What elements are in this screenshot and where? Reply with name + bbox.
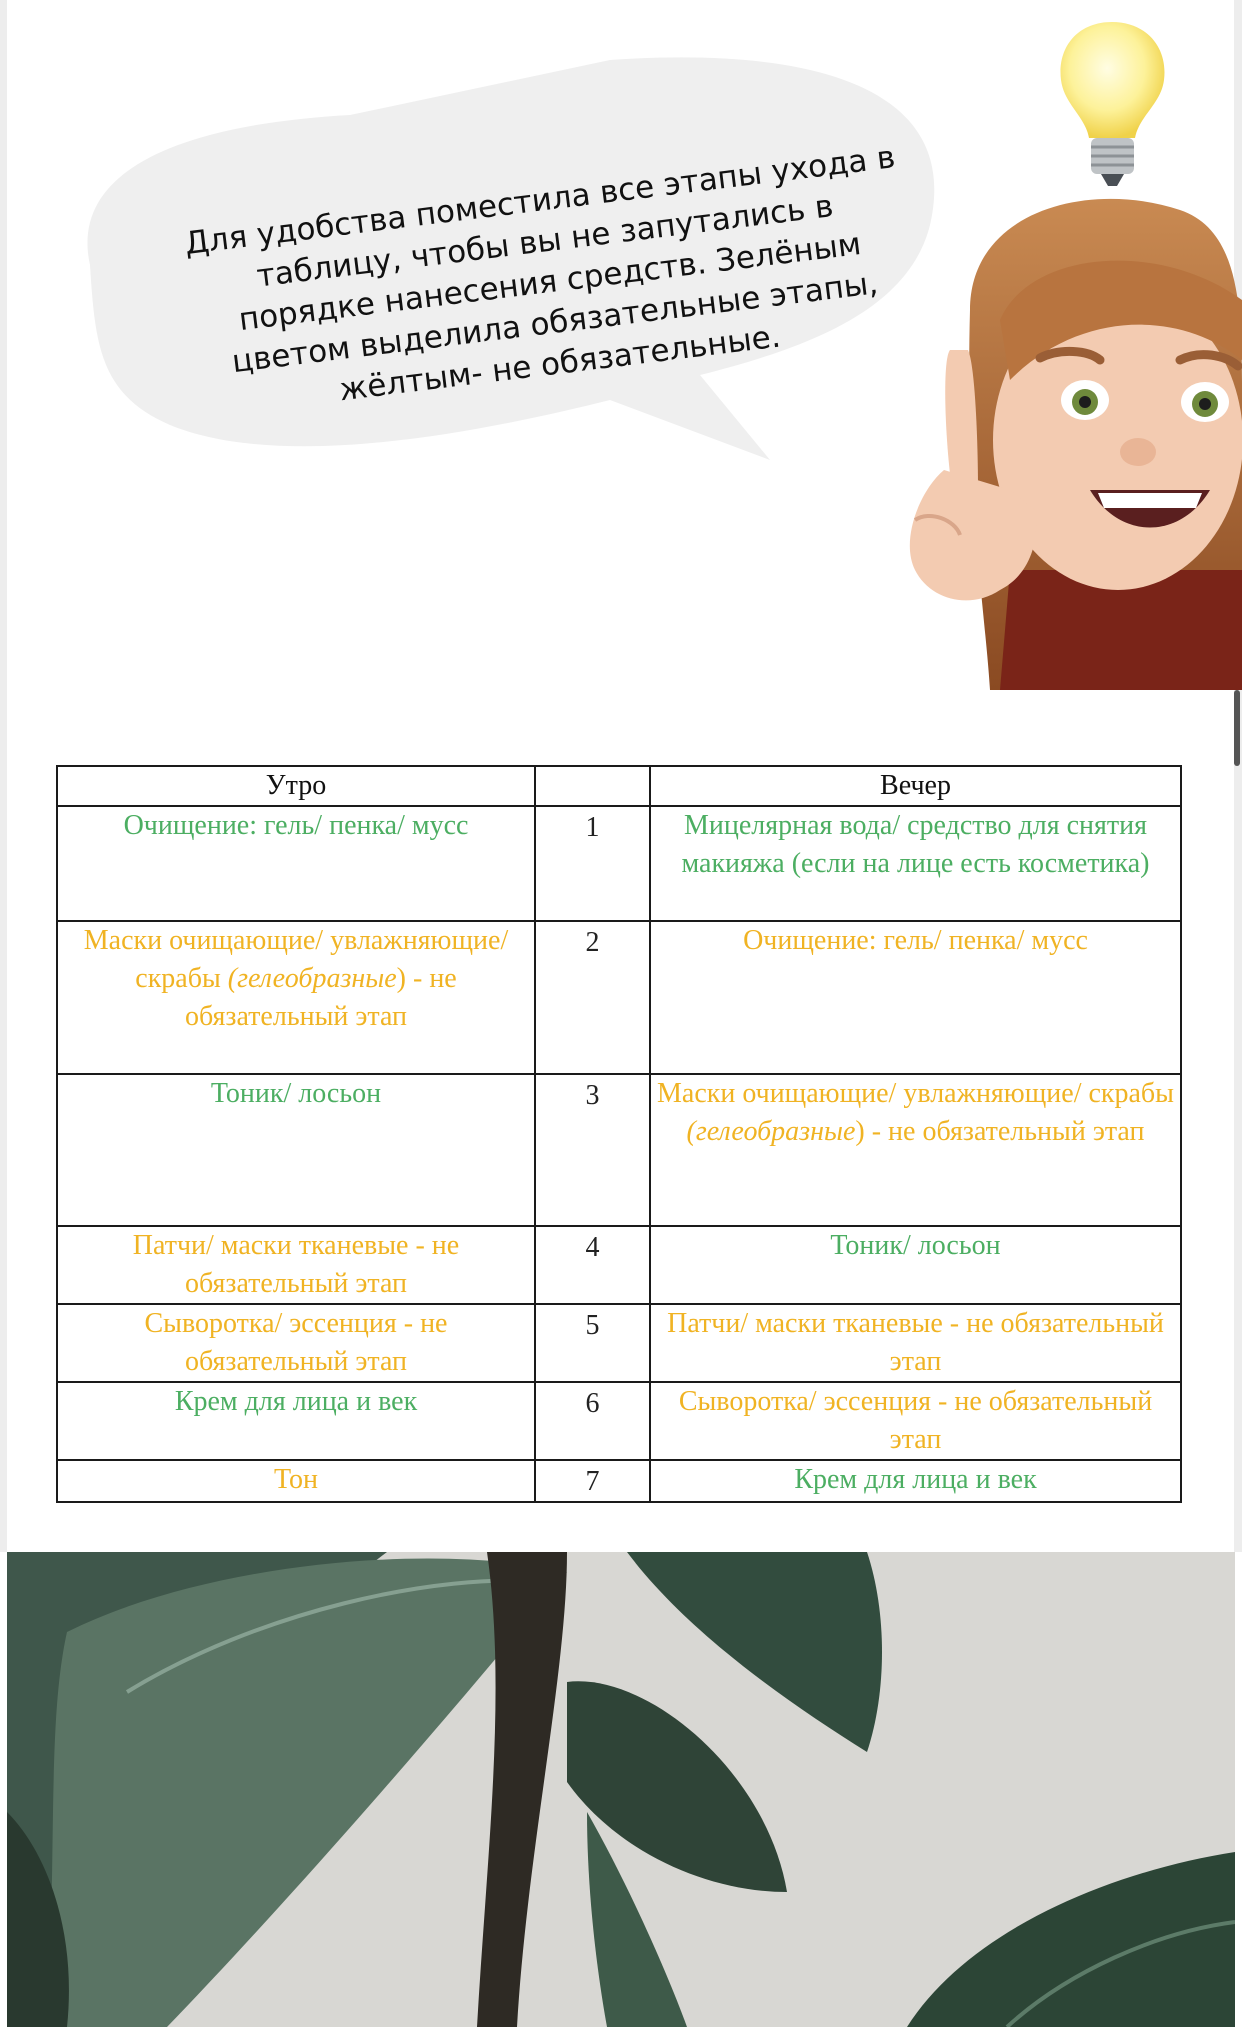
step-number: 2: [535, 921, 650, 1074]
table-row: [57, 1074, 1181, 1226]
table-row: [57, 1382, 1181, 1460]
morning-step: [57, 921, 535, 1074]
evening-step: Тоник/ лосьон: [650, 1226, 1181, 1304]
plant-illustration: [7, 1552, 1235, 2027]
morning-step: Крем для лица и век: [57, 1382, 535, 1460]
table-row: [57, 1460, 1181, 1502]
memoji-avatar: [860, 190, 1242, 700]
morning-step: Тоник/ лосьон: [57, 1074, 535, 1226]
morning-step-text-end: ) - не обязательный этап: [184, 963, 457, 1032]
table-row: [57, 921, 1181, 1074]
step-number: 6: [535, 1382, 650, 1460]
table-header-row: [57, 766, 1181, 806]
evening-step: Крем для лица и век: [650, 1460, 1181, 1502]
header-evening: Вечер: [650, 766, 1181, 806]
morning-step: Очищение: гель/ пенка/ мусс: [57, 806, 535, 921]
table-row: [57, 806, 1181, 921]
morning-step-italic: (гелеобразные: [227, 963, 397, 994]
bubble-text: Для удобства поместила все этапы ухода в таблицу, чтобы вы не запутались в порядке нанесения средств. Зелёным цветом выделила обязательные этапы, жёлтым- не обязательные.: [182, 139, 898, 409]
evening-step-text-end: ) - не обязательный этап: [855, 1116, 1145, 1147]
evening-step: Мицелярная вода/ средство для снятия макияжа (если на лице есть косметика): [650, 806, 1181, 921]
evening-step-italic: (гелеобразные: [686, 1116, 856, 1147]
ficus-leaves-photo: [7, 1552, 1235, 2027]
morning-step-text: Маски очищающие/ увлажняющие/ скрабы: [83, 925, 509, 994]
skincare-steps-table: [56, 765, 1182, 1503]
left-margin-strip: [0, 0, 7, 1552]
step-number: 3: [535, 1074, 650, 1226]
morning-step: Тон: [57, 1460, 535, 1502]
morning-step: Патчи/ маски тканевые - не обязательный этап: [57, 1226, 535, 1304]
evening-step: Сыворотка/ эссенция - не обязательный этап: [650, 1382, 1181, 1460]
lightbulb-icon: [1055, 18, 1170, 193]
header-number: [535, 766, 650, 806]
step-number: 1: [535, 806, 650, 921]
table-row: [57, 1304, 1181, 1382]
evening-step: [650, 1074, 1181, 1226]
speech-bubble: [50, 55, 950, 485]
evening-step: Очищение: гель/ пенка/ мусс: [650, 921, 1181, 1074]
header-morning: Утро: [57, 766, 535, 806]
table-row: [57, 1226, 1181, 1304]
scrollbar[interactable]: [1234, 690, 1240, 766]
morning-step: Сыворотка/ эссенция - не обязательный этап: [57, 1304, 535, 1382]
evening-step: Патчи/ маски тканевые - не обязательный этап: [650, 1304, 1181, 1382]
step-number: 5: [535, 1304, 650, 1382]
step-number: 7: [535, 1460, 650, 1502]
step-number: 4: [535, 1226, 650, 1304]
evening-step-text: Маски очищающие/ увлажняющие/ скрабы: [657, 1078, 1174, 1109]
